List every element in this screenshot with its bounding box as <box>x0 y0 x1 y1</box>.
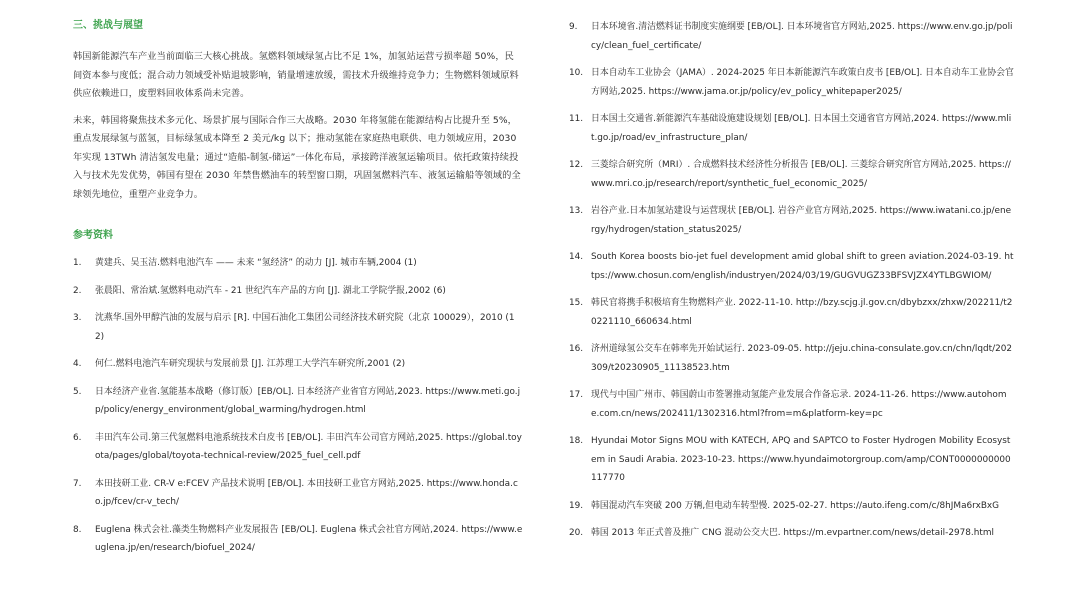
reference-text: 三菱综合研究所（MRI）. 合成燃料技术经济性分析报告 [EB/OL]. 三菱综合研究所官方网站,2025. https://www.mri.co.jp/research/report/synthetic_fuel_economic_2025/ <box>591 160 1011 189</box>
reference-number: 16. <box>569 344 584 354</box>
reference-text: 韩国 2013 年正式普及推广 CNG 混动公交大巴. https://m.evpartner.com/news/detail-2978.html <box>591 528 994 538</box>
reference-number: 1. <box>73 258 82 268</box>
reference-item <box>73 309 523 346</box>
reference-number: 10. <box>569 68 584 78</box>
reference-item <box>569 294 1014 331</box>
references-heading: 参考资料 <box>73 230 113 241</box>
reference-text: 沈燕华.国外甲醇汽油的发展与启示 [R]. 中国石油化工集团公司经济技术研究院（北京 100029），2010 (12) <box>95 313 515 342</box>
reference-text: 日本经济产业省.氢能基本战略（修订版）[EB/OL]. 日本经济产业省官方网站,2023. https://www.meti.go.jp/policy/energy_environment/global_warming/hydrogen.html <box>95 386 521 415</box>
reference-number: 18. <box>569 436 584 446</box>
reference-number: 20. <box>569 528 584 538</box>
reference-item <box>73 429 523 466</box>
reference-text: 韩国混动汽车突破 200 万辆,但电动车转型慢. 2025-02-27. https://auto.ifeng.com/c/8hJMa6rxBxG <box>591 500 1000 511</box>
reference-number: 17. <box>569 390 584 400</box>
reference-number: 19. <box>569 500 584 511</box>
reference-item <box>569 524 1014 543</box>
reference-number: 2. <box>73 285 82 296</box>
reference-item <box>569 340 1014 377</box>
reference-text: Euglena 株式会社.藻类生物燃料产业发展报告 [EB/OL]. Euglena 株式会社官方网站,2024. https://www.euglena.jp/en/research/biofuel_2024/ <box>95 524 523 553</box>
reference-number: 4. <box>73 359 82 369</box>
left-column <box>73 18 523 567</box>
reference-text: 丰田汽车公司.第三代氢燃料电池系统技术白皮书 [EB/OL]. 丰田汽车公司官方网站,2025. https://global.toyota/pages/global/toyota-technical-review/2025_fuel_cell.pdf <box>95 432 522 461</box>
reference-text: 岩谷产业.日本加氢站建设与运营现状 [EB/OL]. 岩谷产业官方网站,2025. https://www.iwatani.co.jp/energy/hydrogen/station_status2025/ <box>591 206 1012 235</box>
reference-item <box>73 282 523 301</box>
reference-text: 济州道绿氢公交车在韩率先开始试运行. 2023-09-05. http://jeju.china-consulate.gov.cn/chn/lqdt/202309/t20230905_11138523.htm <box>591 344 1013 373</box>
reference-text: 日本国土交通省.新能源汽车基础设施建设规划 [EB/OL]. 日本国土交通省官方网站,2024. https://www.mlit.go.jp/road/ev_infrastructure_plan/ <box>591 114 1012 143</box>
reference-item <box>569 497 1014 516</box>
reference-number: 12. <box>569 160 584 170</box>
paragraph-challenges: 韩国新能源汽车产业当前面临三大核心挑战。氢燃料领域绿氢占比不足 1%，加氢站运营亏损率超 50%，民间资本参与度低；混合动力领域受补贴退坡影响，销量增速放缓，需技术升级维持竞争力；生物燃料领域原料供应依赖进口，废塑料回收体系尚未完善。 <box>73 51 519 99</box>
reference-text: 黄建兵、吴玉洁.燃料电池汽车 —— 未来 “氢经济” 的动力 [J]. 城市车辆,2004 (1) <box>95 258 417 268</box>
reference-number: 14. <box>569 252 584 262</box>
reference-number: 5. <box>73 386 82 397</box>
section-heading: 三、挑战与展望 <box>73 20 143 31</box>
reference-item <box>73 521 523 558</box>
reference-item <box>569 18 1014 55</box>
reference-text: 张晨阳、常治斌.氢燃料电动汽车 - 21 世纪汽车产品的方向 [J]. 湖北工学院学报,2002 (6) <box>95 285 446 296</box>
reference-number: 9. <box>569 22 578 32</box>
references-list-left <box>73 254 523 558</box>
reference-number: 3. <box>73 313 82 323</box>
reference-text: Hyundai Motor Signs MOU with KATECH, APQ and SAPTCO to Foster Hydrogen Mobility Ecosystem in Saudi Arabia. 2023-10-23. https://www.hyundaimotorgroup.com/amp/CONT0000000000117770 <box>591 436 1011 483</box>
reference-item <box>569 386 1014 423</box>
reference-text: 本田技研工业. CR-V e:FCEV 产品技术说明 [EB/OL]. 本田技研工业官方网站,2025. https://www.honda.co.jp/fcev/cr-v_tech/ <box>95 478 518 507</box>
reference-text: 何仁.燃料电池汽车研究现状与发展前景 [J]. 江苏理工大学汽车研究所,2001 (2) <box>95 359 406 369</box>
reference-item <box>73 355 523 374</box>
reference-item <box>569 64 1014 101</box>
reference-item <box>73 254 523 273</box>
paragraph-outlook: 未来，韩国将聚焦技术多元化、场景扩展与国际合作三大战略。2030 年将氢能在能源结构占比提升至 5%，重点发展绿氢与蓝氢，目标绿氢成本降至 2 美元/kg 以下；推动氢能在家庭热电联供、电力领域应用，2030 年实现 13TWh 清洁氢发电量；通过“造船-制氢-储运”一体化布局，承接跨洋液氢运输项目。依托政策持续投入与技术先发优势，韩国有望在 2030 年禁售燃油车的转型窗口期，巩固氢燃料汽车、液氢运输船等领域的全球领先地位，重塑产业竞争力。 <box>73 114 521 200</box>
reference-text: South Korea boosts bio-jet fuel development amid global shift to green aviation.2024-03-19. https://www.chosun.com/english/industryen/2024/03/19/GUGVUGZ33BFSVJZX4YTLBGWIOM/ <box>591 252 1014 281</box>
reference-text: 韩民官将携手积极培育生物燃料产业. 2022-11-10. http://bzy.scjg.jl.gov.cn/dbybzxx/zhxw/202211/t20221110_660634.html <box>591 298 1013 327</box>
right-column <box>569 18 1014 552</box>
reference-item <box>569 202 1014 239</box>
reference-number: 11. <box>569 114 584 124</box>
references-list-right <box>569 18 1014 543</box>
reference-text: 日本自动车工业协会（JAMA）. 2024-2025 年日本新能源汽车政策白皮书 [EB/OL]. 日本自动车工业协会官方网站,2025. https://www.jama.or.jp/policy/ev_policy_whitepaper2025/ <box>591 68 1014 97</box>
reference-item <box>569 110 1014 147</box>
reference-item <box>569 432 1014 488</box>
reference-number: 13. <box>569 206 584 216</box>
reference-number: 7. <box>73 478 82 489</box>
reference-item <box>73 475 523 512</box>
reference-number: 8. <box>73 524 82 535</box>
reference-item <box>73 383 523 420</box>
reference-item <box>569 156 1014 193</box>
reference-number: 6. <box>73 432 82 443</box>
reference-number: 15. <box>569 298 584 308</box>
reference-text: 现代与中国广州市、韩国蔚山市签署推动氢能产业发展合作备忘录. 2024-11-26. https://www.autohome.com.cn/news/202411/1302316.html?from=m&platform-key=pc <box>591 390 1007 419</box>
reference-text: 日本环境省.清洁燃料证书制度实施纲要 [EB/OL]. 日本环境省官方网站,2025. https://www.env.go.jp/policy/clean_fuel_certificate/ <box>591 22 1013 51</box>
reference-item <box>569 248 1014 285</box>
